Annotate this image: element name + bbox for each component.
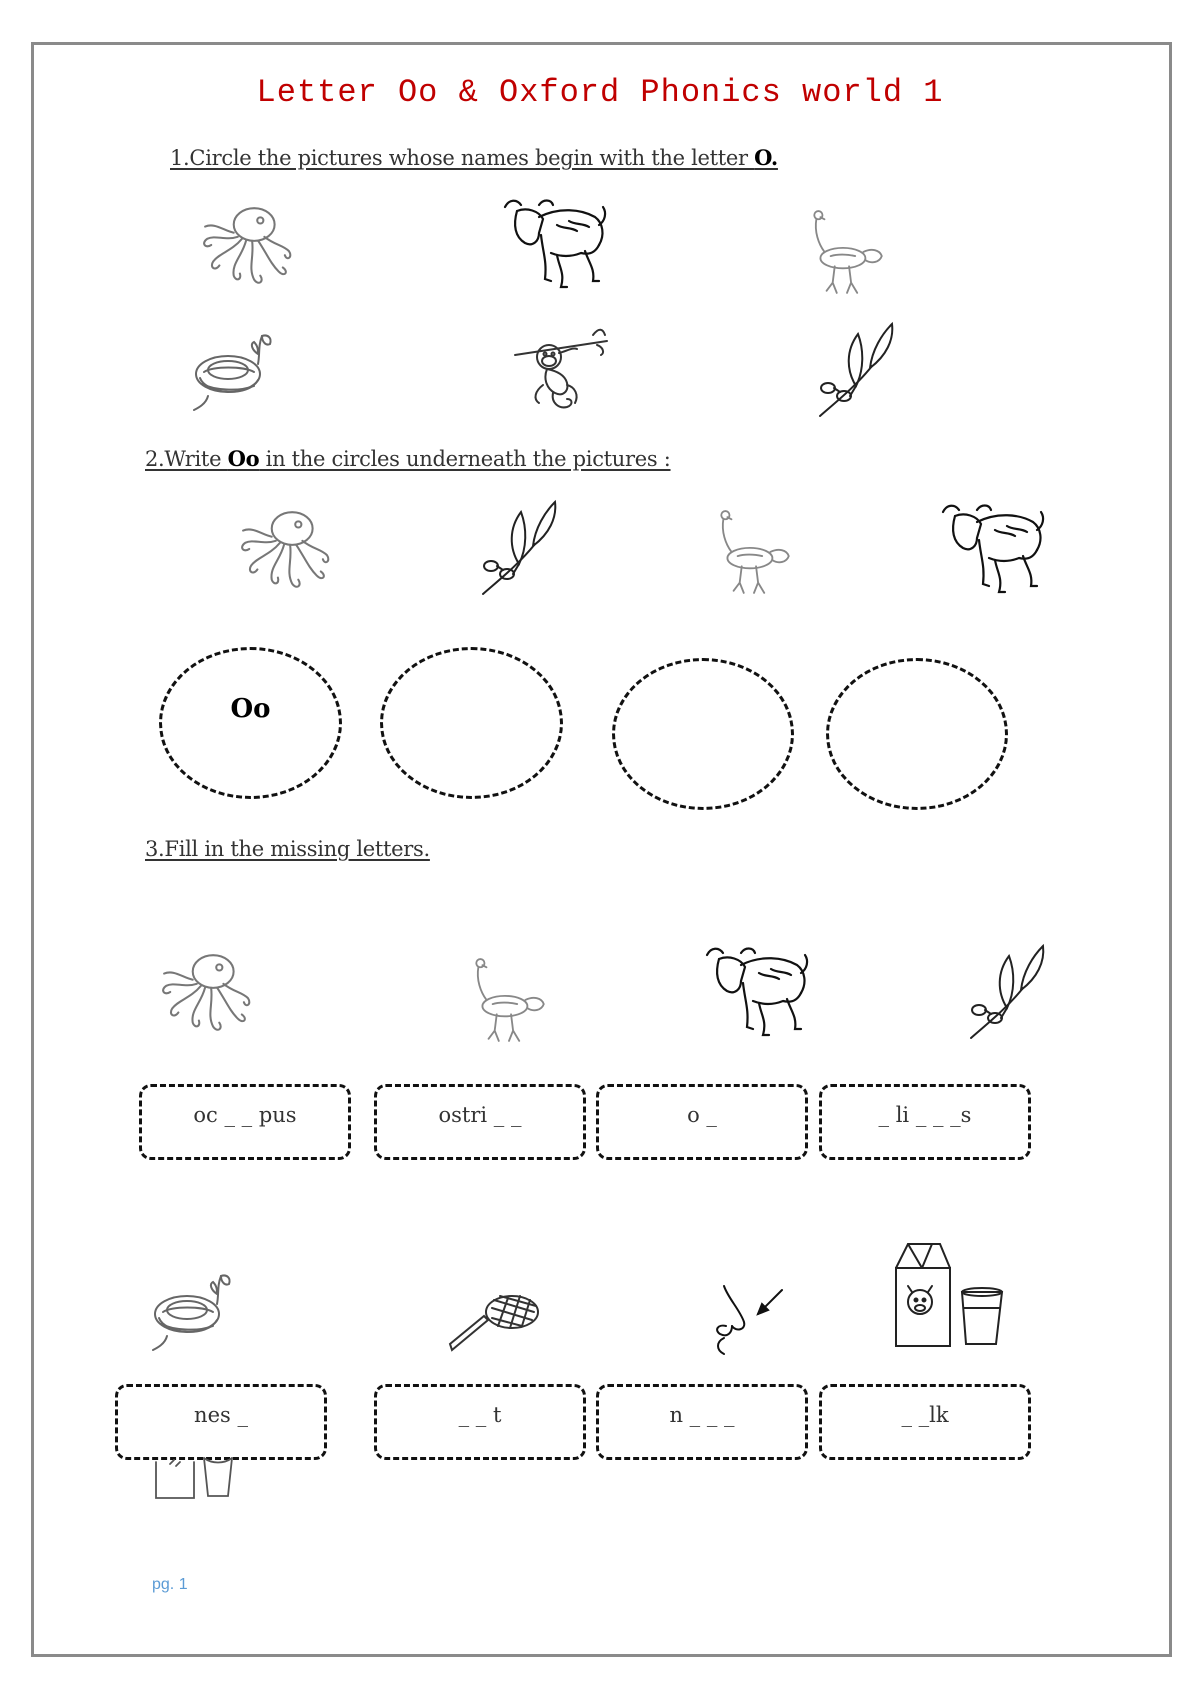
- nest-picture[interactable]: [147, 1265, 237, 1357]
- octopus-picture[interactable]: [231, 504, 337, 596]
- answer-circle-1[interactable]: Oo: [159, 647, 342, 799]
- milk-picture[interactable]: [888, 1238, 1012, 1350]
- section-2-instruction: 2.Write Oo in the circles underneath the pictures :: [145, 446, 671, 471]
- word-box-milk[interactable]: _ _lk: [819, 1384, 1031, 1460]
- monkey-picture[interactable]: [512, 325, 610, 421]
- olive-branch-picture[interactable]: [815, 320, 897, 420]
- olive-branch-picture[interactable]: [478, 498, 560, 598]
- section-3-instruction: 3.Fill in the missing letters.: [145, 837, 430, 861]
- ostrich-picture[interactable]: [713, 507, 795, 599]
- answer-circle-3[interactable]: [612, 658, 794, 810]
- word-box-nose[interactable]: n _ _ _: [596, 1384, 808, 1460]
- answer-circle-4[interactable]: [826, 658, 1008, 810]
- octopus-picture[interactable]: [193, 200, 299, 292]
- page-number: pg. 1: [152, 1576, 188, 1593]
- word-box-net[interactable]: _ _ t: [374, 1384, 586, 1460]
- nose-picture[interactable]: [706, 1280, 792, 1356]
- ox-picture[interactable]: [700, 943, 812, 1043]
- target-letter: O.: [754, 145, 778, 170]
- word-box-octopus[interactable]: oc _ _ pus: [139, 1084, 351, 1160]
- olive-branch-picture[interactable]: [966, 942, 1048, 1042]
- word-box-nest[interactable]: nes _: [115, 1384, 327, 1460]
- milk-small-picture: [152, 1454, 238, 1500]
- octopus-picture[interactable]: [152, 947, 258, 1039]
- nest-picture[interactable]: [188, 325, 278, 417]
- word-box-ostrich[interactable]: ostri _ _: [374, 1084, 586, 1160]
- ox-picture[interactable]: [936, 500, 1048, 600]
- ostrich-picture[interactable]: [468, 955, 550, 1047]
- net-picture[interactable]: [448, 1290, 544, 1354]
- page-title: Letter Oo & Oxford Phonics world 1: [256, 74, 944, 111]
- section-1-instruction: 1.Circle the pictures whose names begin with the letter O.: [170, 145, 778, 170]
- ostrich-picture[interactable]: [806, 207, 888, 299]
- answer-circle-2[interactable]: [380, 647, 563, 799]
- word-box-olives[interactable]: _ li _ _ _s: [819, 1084, 1031, 1160]
- ox-picture[interactable]: [498, 195, 610, 295]
- word-box-ox[interactable]: o _: [596, 1084, 808, 1160]
